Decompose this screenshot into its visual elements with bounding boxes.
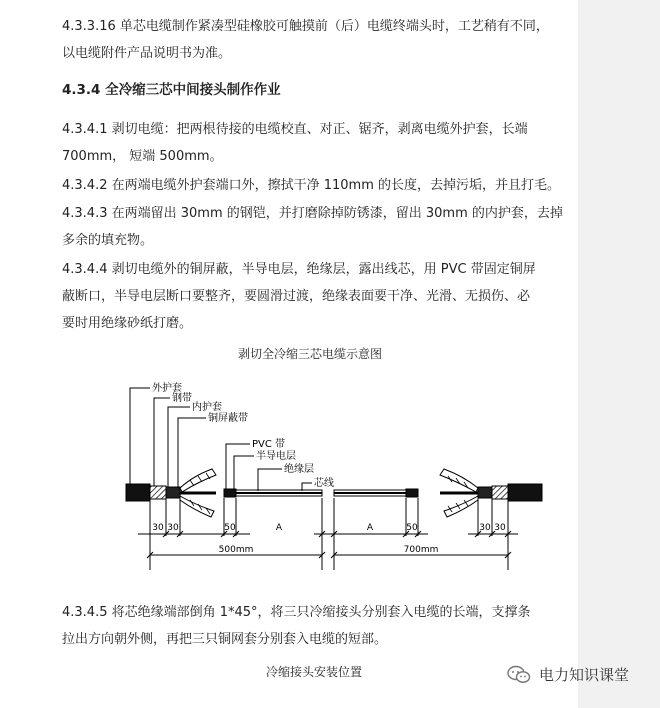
label-copper-shield: 铜屏蔽带 — [208, 413, 248, 424]
watermark-text: 电力知识课堂 — [539, 666, 630, 684]
right-shield-stub — [406, 489, 418, 497]
dim-30-a: 30 — [152, 523, 164, 533]
para-4-3-4-4-line1: 4.3.4.4 剥切电缆外的铜屏蔽，半导电层，绝缘层，露出线芯，用 PVC 带固定铜屏 — [62, 262, 536, 277]
para-4-3-3-16-line2: 以电缆附件产品说明书为准。 — [62, 46, 232, 61]
para-4-3-4-2: 4.3.4.2 在两端电缆外护套端口外，擦拭干净 110mm 的长度，去掉污垢，并且打毛。 — [62, 178, 561, 193]
watermark — [507, 664, 629, 685]
right-outer-sheath — [508, 484, 542, 501]
para-4-3-4-1-line1: 4.3.4.1 剥切电缆：把两根待接的电缆校直、对正、锯齐，剥离电缆外护套，长端 — [62, 122, 528, 137]
right-core-lower — [444, 496, 478, 517]
label-core: 芯线 — [314, 478, 334, 489]
para-4-3-3-16-line1: 4.3.3.16 单芯电缆制作紧凑型硅橡胶可触摸前（后）电缆终端头时，工艺稍有不同， — [62, 19, 549, 34]
right-gray-margin — [578, 0, 660, 708]
right-inner-sheath — [478, 487, 492, 498]
dim-500mm: 500mm — [218, 545, 254, 555]
para-4-3-4-3-line1: 4.3.4.3 在两端留出 30mm 的钢铠，并打磨除掉防锈漆，留出 30mm 的内护套，去掉 — [62, 206, 563, 221]
figure1-caption: 剥切全冷缩三芯电缆示意图 — [238, 347, 383, 361]
left-shield-stub — [224, 489, 236, 497]
para-4-3-4-3-line2: 多余的填充物。 — [62, 233, 154, 248]
label-steel-armor: 钢带 — [172, 393, 192, 404]
para-4-3-4-5-line1: 4.3.4.5 将芯绝缘端部倒角 1*45°，将三只冷缩接头分别套入电缆的长端，支撑条 — [62, 605, 531, 620]
para-4-3-4-4-line2: 蔽断口，半导电层断口要整齐，要圆滑过渡，绝缘表面要干净、光滑、无损伤、必 — [62, 289, 531, 304]
label-outer-sheath: 外护套 — [152, 383, 182, 394]
dim-30-d: 30 — [494, 523, 506, 533]
figure2-caption: 冷缩接头安装位置 — [266, 665, 363, 679]
left-steel-armor — [150, 486, 166, 499]
dim-700mm: 700mm — [403, 545, 439, 555]
left-outer-sheath — [126, 484, 150, 501]
label-inner-sheath: 内护套 — [192, 402, 222, 413]
dim-30-b: 30 — [167, 523, 179, 533]
left-inner-sheath — [166, 487, 180, 498]
para-4-3-4-1-line2: 700mm， 短端 500mm。 — [62, 149, 223, 164]
dim-50-left: 50 — [224, 523, 236, 533]
left-core-lower — [180, 496, 214, 517]
cable-stripping-diagram — [118, 372, 573, 577]
para-4-3-4-4-line3: 要时用绝缘砂纸打磨。 — [62, 316, 193, 331]
right-core-upper — [440, 469, 478, 492]
heading-4-3-4: 4.3.4 全冷缩三芯中间接头制作作业 — [62, 82, 281, 98]
dim-a-left: A — [275, 523, 283, 533]
label-semi-conductive: 半导电层 — [256, 451, 296, 462]
right-steel-armor — [492, 486, 508, 499]
label-pvc-tape: PVC 带 — [252, 439, 286, 450]
left-core-upper — [180, 469, 216, 492]
dim-30-c: 30 — [479, 523, 491, 533]
dim-a-right: A — [366, 523, 374, 533]
label-insulation: 绝缘层 — [284, 464, 314, 475]
para-4-3-4-5-line2: 拉出方向朝外侧，再把三只铜网套分别套入电缆的短部。 — [62, 632, 388, 647]
wechat-icon — [507, 665, 531, 685]
dim-50-right: 50 — [406, 523, 418, 533]
